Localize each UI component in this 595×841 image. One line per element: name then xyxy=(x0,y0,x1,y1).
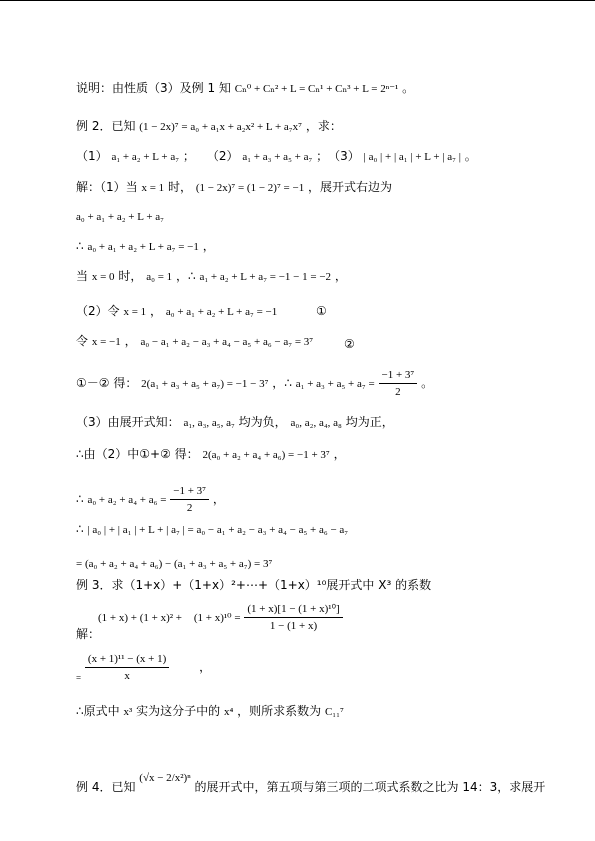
odd-sum-formula: a₁ + a₃ + a₅ + a₇ = xyxy=(295,378,375,390)
example-4-formula: (√x − 2/x²)ⁿ xyxy=(139,772,191,784)
abs-result-formula: = (a₀ + a₂ + a₄ + a₆) − (a₁ + a₃ + a₅ + a₇) = 3⁷ xyxy=(76,558,273,570)
x-cubed: x³ xyxy=(123,706,133,718)
add-formula: 2(a₀ + a₂ + a₄ + a₆) = −1 + 3⁷ xyxy=(202,449,330,461)
equation-2: a₀ − a₁ + a₂ − a₃ + a₄ − a₅ + a₆ − a₇ = 3⁷ xyxy=(140,336,314,348)
add-end: ， xyxy=(333,447,346,461)
example-2-formula: (1 − 2x)⁷ = a₀ + a₁x + a₂x² + L + a₇x⁷ xyxy=(139,121,302,133)
solution-1-formula: (1 − 2x)⁷ = (1 − 2)⁷ = −1 xyxy=(195,182,305,194)
coefficient-text-3: ，则所求系数为 xyxy=(237,704,322,718)
x-minus-one-formula: x = −1 xyxy=(91,336,121,348)
line-series xyxy=(98,602,343,633)
question-2-label: ； （2） xyxy=(182,149,239,163)
example-4-label: 例 4．已知 xyxy=(76,780,136,794)
subtract-therefore: ，∴ xyxy=(272,376,292,390)
series-numerator: (1 + x)[1 − (1 + x)¹⁰] xyxy=(244,602,342,618)
line-simplified xyxy=(76,652,211,687)
top-rule xyxy=(0,0,595,1)
line-subtract xyxy=(76,368,433,399)
solution-1-text: 时， xyxy=(168,180,193,194)
example-4-text: 的展开式中，第五项与第三项的二项式系数之比为 14：3，求展开 xyxy=(194,780,546,794)
abs-sum-therefore: ∴ xyxy=(76,522,84,536)
x-zero-therefore: ，∴ xyxy=(175,269,196,283)
line-solution-1 xyxy=(76,179,392,196)
signs-label: （3）由展开式知： xyxy=(76,415,180,429)
solution-3-label: 解： xyxy=(76,627,101,641)
line-abs-result xyxy=(76,555,272,572)
line-x-zero xyxy=(76,268,347,285)
part-2-label: （2）令 xyxy=(76,304,120,318)
part-2-comma: ， xyxy=(150,304,163,318)
question-3-formula: | a₀ | + | a₁ | + L + | a₇ | xyxy=(363,151,461,163)
line-even-sum xyxy=(76,484,225,515)
subtract-end: 。 xyxy=(421,376,434,390)
abs-sum-formula: | a₀ | + | a₁ | + L + | a₇ | = a₀ − a₁ + a₂ − a₃ + a₄ − a₅ + a₆ − a₇ xyxy=(87,524,349,536)
subtract-label: ①－② 得： xyxy=(76,376,138,390)
solution-label: 解：（1）当 xyxy=(76,180,138,194)
x-minus-one-text: 令 xyxy=(76,334,89,348)
line-add xyxy=(76,446,346,463)
positive-coeffs: a₀, a₂, a₄, a₈ xyxy=(290,417,342,429)
line-sum-result xyxy=(76,238,215,255)
question-1-label: （1） xyxy=(76,149,108,163)
solution-1-x: x = 1 xyxy=(141,182,165,194)
odd-sum-numerator-value: 1 + 3⁷ xyxy=(387,369,415,381)
even-sum-therefore: ∴ xyxy=(76,492,84,506)
negative-coeffs: a₁, a₃, a₅, a₇ xyxy=(183,417,235,429)
example-3-text: 例 3．求（1+x）+（1+x）²+⋯+（1+x）¹⁰展开式中 X³ 的系数 xyxy=(76,578,432,592)
x-zero-formula: x = 0 xyxy=(91,271,115,283)
even-sum-formula: a₀ + a₂ + a₄ + a₆ = xyxy=(87,494,167,506)
coefficient-text-2: 实为这分子中的 xyxy=(136,704,221,718)
sum-result-formula: a₀ + a₁ + a₂ + L + a₇ = −1 xyxy=(87,241,199,253)
x-zero-result: a₁ + a₂ + L + a₇ = −1 − 1 = −2 xyxy=(199,271,332,283)
sum-result-end: ， xyxy=(202,239,215,253)
line-coefficient xyxy=(76,703,344,720)
line-note xyxy=(76,80,414,97)
note-formula: Cₙ⁰ + Cₙ² + L = Cₙ¹ + Cₙ³ + L = 2ⁿ⁻¹ xyxy=(234,83,399,95)
series-formula-2: (1 + x)¹⁰ = xyxy=(193,612,241,624)
therefore-symbol: ∴ xyxy=(76,239,84,253)
line-part-2 xyxy=(76,303,376,320)
negative-text: 均为负， xyxy=(238,415,287,429)
rhs-formula: a₀ + a₁ + a₂ + L + a₇ xyxy=(76,211,164,223)
series-formula-1: (1 + x) + (1 + x)² + xyxy=(98,612,183,624)
line-abs-sum xyxy=(76,521,348,538)
simplified-numerator: (x + 1)¹¹ − (x + 1) xyxy=(85,652,169,668)
positive-text: 均为正， xyxy=(345,415,394,429)
x-zero-text: 当 xyxy=(76,269,89,283)
simplified-end: ， xyxy=(199,660,212,674)
note-text: 说明：由性质（3）及例 1 知 xyxy=(76,81,231,95)
solution-1-end: ，展开式右边为 xyxy=(308,180,393,194)
line-questions xyxy=(76,148,477,165)
even-sum-denominator: 2 xyxy=(186,502,193,514)
question-3-label: ； （3） xyxy=(316,149,360,163)
a0-value: a₀ = 1 xyxy=(146,271,173,283)
line-example-3 xyxy=(76,577,431,593)
odd-sum-fraction xyxy=(379,368,418,399)
line-signs xyxy=(76,414,394,431)
x-zero-end: ， xyxy=(334,269,347,283)
simplified-denominator: x xyxy=(124,670,130,682)
subtract-formula: 2(a₁ + a₃ + a₅ + a₇) = −1 − 3⁷ xyxy=(141,378,269,390)
odd-sum-denominator: 2 xyxy=(395,386,401,398)
simplified-equals: = xyxy=(76,673,82,683)
equation-1-marker: ① xyxy=(316,304,327,318)
question-1-formula: a₁ + a₂ + L + a₇ xyxy=(111,151,180,163)
odd-sum-numerator: −1 + 3⁷ xyxy=(379,368,418,384)
line-example-2 xyxy=(76,118,342,135)
example-2-label: 例 2．已知 xyxy=(76,119,136,133)
note-end: 。 xyxy=(402,81,415,95)
even-sum-end: ， xyxy=(212,492,225,506)
series-denominator: 1 − (1 + x) xyxy=(269,620,318,632)
line-example-4 xyxy=(76,770,545,795)
equation-1: a₀ + a₁ + a₂ + L + a₇ = −1 xyxy=(165,306,278,318)
questions-end: 。 xyxy=(464,149,477,163)
example-2-end: ，求： xyxy=(305,119,342,133)
add-label: ∴由（2）中①+② 得： xyxy=(76,447,199,461)
coefficient-text-1: ∴原式中 xyxy=(76,704,120,718)
line-solution-3 xyxy=(76,626,100,642)
x-zero-text-2: 时， xyxy=(118,269,143,283)
series-fraction xyxy=(244,602,342,633)
equation-2-marker: ② xyxy=(344,337,355,351)
part-2-x: x = 1 xyxy=(123,306,147,318)
line-rhs xyxy=(76,208,164,225)
binomial-coefficient: C₁₁⁷ xyxy=(324,706,344,718)
even-sum-numerator: −1 + 3⁷ xyxy=(170,484,209,500)
even-sum-fraction xyxy=(170,484,209,515)
simplified-fraction xyxy=(85,652,169,683)
x-fourth: x⁴ xyxy=(223,706,234,718)
line-x-minus-one xyxy=(76,333,313,350)
question-2-formula: a₁ + a₃ + a₅ + a₇ xyxy=(242,151,313,163)
x-minus-one-comma: ， xyxy=(124,334,137,348)
